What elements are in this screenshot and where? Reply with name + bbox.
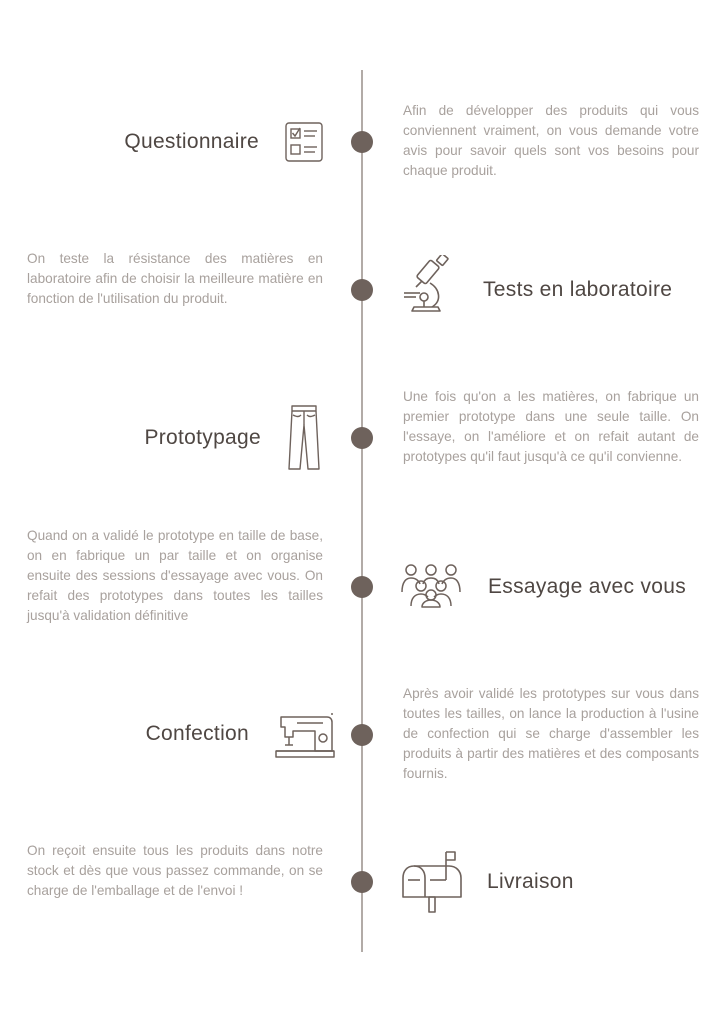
timeline-dot-confection	[351, 724, 373, 746]
checklist-icon	[285, 122, 323, 162]
step-description-prototypage: Une fois qu'on a les matières, on fabrique un premier prototype dans une seule taille. On l'essaye, on l'améliore et on refait autant de prototypes qu'il faut jusqu'à ce qu'il convienne.	[403, 389, 699, 464]
step-description-livraison: On reçoit ensuite tous les produits dans notre stock et dès que vous passez commande, on se charge de l'emballage et de l'envoi !	[27, 843, 323, 898]
trousers-icon	[287, 405, 321, 471]
step-description-tests: On teste la résistance des matières en laboratoire afin de choisir la meilleure matière en fonction de l'utilisation du produit.	[27, 251, 323, 306]
step-description-confection: Après avoir validé les prototypes sur vous dans toutes les tailles, on lance la production à l'usine de confection qui se charge d'assembler les produits à partir des matières et des composants fournis.	[403, 686, 699, 781]
sewing-machine-icon	[275, 713, 335, 759]
microscope-icon	[400, 255, 450, 315]
step-title-questionnaire: Questionnaire	[124, 130, 259, 153]
timeline-dot-questionnaire	[351, 131, 373, 153]
step-title-livraison: Livraison	[487, 870, 574, 893]
timeline-dot-essayage	[351, 576, 373, 598]
timeline-dot-livraison	[351, 871, 373, 893]
step-title-tests: Tests en laboratoire	[483, 278, 673, 301]
timeline-dot-prototypage	[351, 427, 373, 449]
timeline-line	[361, 70, 363, 952]
mailbox-icon	[400, 850, 464, 914]
step-title-essayage: Essayage avec vous	[488, 575, 687, 598]
timeline-dot-tests	[351, 279, 373, 301]
step-description-essayage: Quand on a validé le prototype en taille de base, on en fabrique un par taille et on organise ensuite des sessions d'essayage avec vous. On refait des prototypes dans toutes les tailles jusqu'à validation définitive	[27, 528, 323, 623]
group-icon	[400, 562, 462, 608]
step-title-confection: Confection	[145, 722, 249, 745]
step-title-prototypage: Prototypage	[144, 426, 261, 449]
step-description-questionnaire: Afin de développer des produits qui vous conviennent vraiment, on vous demande votre avis pour savoir quels sont vos besoins pour chaque produit.	[403, 103, 699, 178]
